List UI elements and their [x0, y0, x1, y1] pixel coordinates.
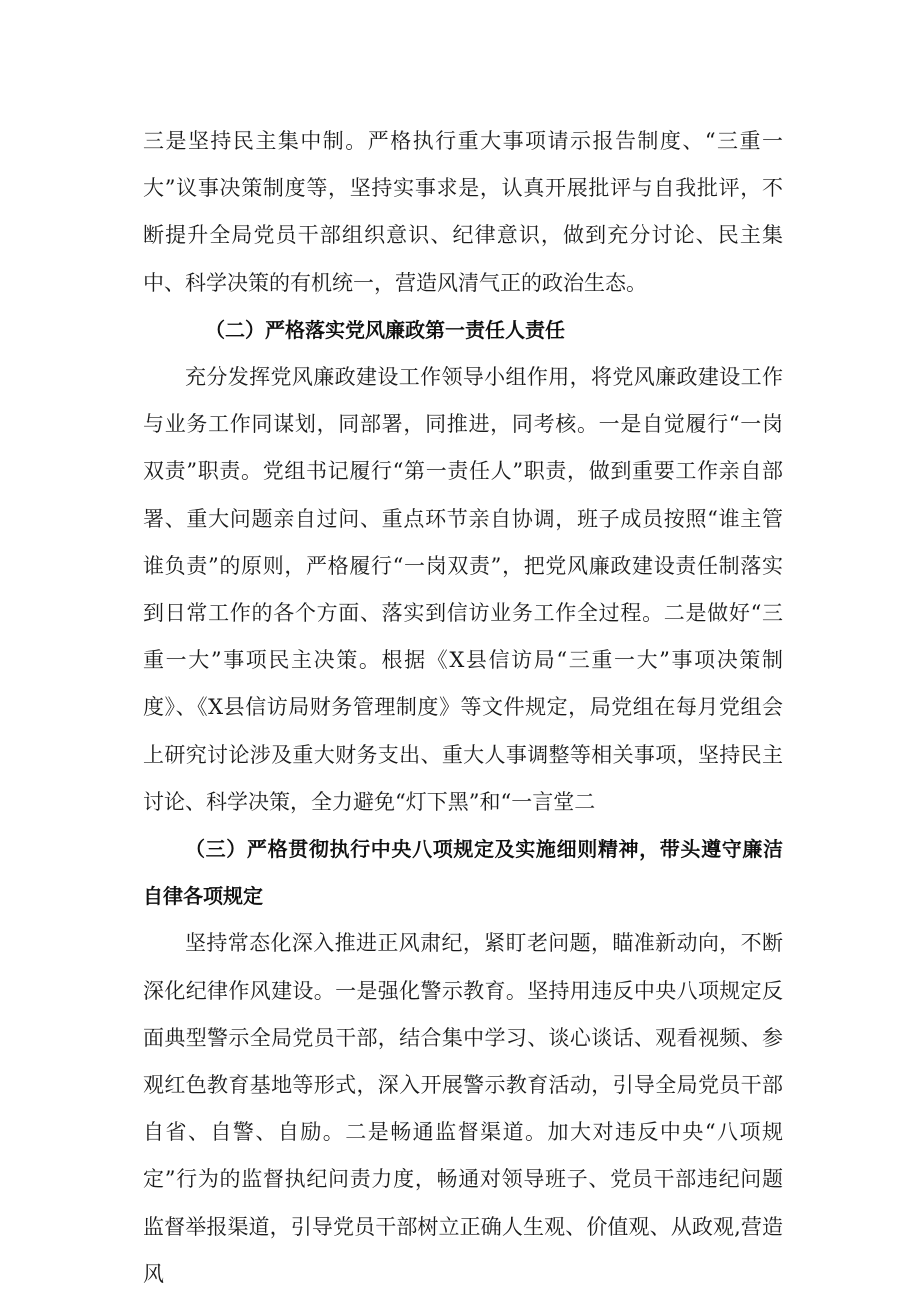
paragraph-discipline: 坚持常态化深入推进正风肃纪，紧盯老问题，瞄准新动向，不断深化纪律作风建设。一是强化警示教育。坚持用违反中央八项规定反面典型警示全局党员干部，结合集中学习、谈心谈话、观看视频、参观红色教育基地等形式，深入开展警示教育活动，引导全局党员干部自省、自警、自励。二是畅通监督渠道。加大对违反中央“八项规定”行为的监督执纪问责力度，畅通对领导班子、党员干部违纪问题监督举报渠道，引导党员干部树立正确人生观、价值观、从政观,营造风: [143, 931, 783, 1286]
section-heading-2: （二）严格落实党风廉政第一责任人责任: [205, 317, 565, 342]
paragraph-responsibility: 充分发挥党风廉政建设工作领导小组作用，将党风廉政建设工作与业务工作同谋划，同部署，同推进，同考核。一是自觉履行“一岗双责”职责。党组书记履行“第一责任人”职责，做到重要工作亲自部署、重大问题亲自过问、重点环节亲自协调，班子成员按照“谁主管谁负责”的原则，严格履行“一岗双责”，把党风廉政建设责任制落实到日常工作的各个方面、落实到信访业务工作全过程。二是做好“三重一大”事项民主决策。根据《X县信访局“三重一大”事项决策制度》、《X县信访局财务管理制度》等文件规定，局党组在每月党组会上研究讨论涉及重大财务支出、重大人事调整等相关事项，坚持民主讨论、科学决策，全力避免“灯下黑”和“一言堂二: [143, 365, 783, 814]
paragraph-democratic-centralism: 三是坚持民主集中制。严格执行重大事项请示报告制度、“三重一大”议事决策制度等，坚持实事求是，认真开展批评与自我批评，不断提升全局党员干部组织意识、纪律意识，做到充分讨论、民主集中、科学决策的有机统一，营造风清气正的政治生态。: [143, 129, 783, 295]
section-heading-3: （三）严格贯彻执行中央八项规定及实施细则精神，带头遵守廉洁自律各项规定: [143, 837, 783, 909]
document-body: [143, 118, 783, 1298]
